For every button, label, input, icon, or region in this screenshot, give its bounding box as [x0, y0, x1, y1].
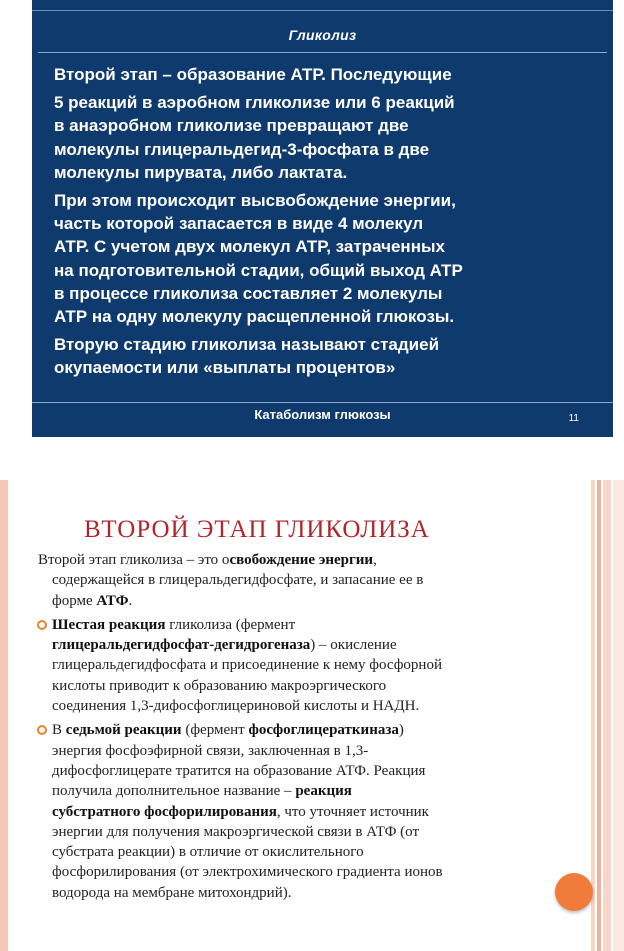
text-run: . [128, 592, 133, 609]
bold-run: АТФ [96, 592, 129, 609]
text-line: на подготовительной стадии, общий выход АТР [54, 260, 463, 280]
text-line: молекулы глицеральдегид-3-фосфата в две [54, 139, 430, 159]
slide-title: Гликолиз [288, 27, 357, 43]
text-line: АТР на одну молекулу расщепленной глюкозы. [54, 307, 455, 327]
bullet-seventh-reaction [38, 720, 578, 903]
text-line: в процессе гликолиза составляет 2 молекулы [54, 283, 443, 303]
text-line: часть которой запасается в виде 4 молекул [54, 214, 424, 234]
paragraph-4 [54, 333, 613, 379]
paragraph-3 [54, 189, 613, 328]
text-line [52, 635, 578, 655]
right-decorative-stripe [597, 480, 601, 951]
text-run: форме [52, 592, 97, 609]
right-decorative-stripe [613, 480, 624, 951]
left-decorative-bar [0, 480, 8, 951]
text-line [38, 591, 578, 611]
text-line: 5 реакций в аэробном гликолизе или 6 реакций [54, 93, 455, 113]
bold-run: Шестая реакция [52, 616, 166, 633]
text-run: Второй этап гликолиза – это о [38, 552, 230, 568]
text-line: Второй этап – образование АТР. Последующие [54, 65, 452, 84]
footer-divider [32, 402, 613, 403]
top-divider [32, 10, 613, 11]
text-line: При этом происходит высвобождение энергии, [54, 191, 456, 211]
text-run: В [52, 722, 66, 739]
text-run: ) [398, 722, 404, 739]
page-number: 11 [568, 413, 579, 424]
text-line [52, 781, 578, 801]
bold-run: свобождение энергии [229, 552, 374, 568]
text-line: окупаемости или «выплаты процентов» [54, 358, 396, 378]
text-line [52, 615, 578, 635]
text-line: энергии для получения макроэргической связи в АТФ (от [52, 823, 420, 840]
bold-run: реакция [295, 783, 352, 800]
bold-run: субстратного фосфорилирования [52, 803, 277, 820]
slide-body [38, 550, 578, 907]
slide-glycolysis-atp [32, 0, 613, 437]
text-line [38, 550, 578, 570]
bold-run: седьмой реакции [65, 722, 182, 739]
text-line: содержащейся в глицеральдегидфосфате, и запасание ее в [52, 572, 424, 589]
right-decorative-stripe [603, 480, 611, 951]
text-line: кислоты приводит к образованию макроэргического [52, 677, 387, 694]
bullet-circle-icon [37, 620, 47, 630]
text-line: соединения 1,3-дифосфоглицериновой кислоты и НАДН. [52, 698, 420, 715]
slide-footer: Катаболизм глюкозы [254, 407, 391, 422]
right-decorative-stripe [591, 480, 595, 951]
paragraph-1 [54, 63, 613, 86]
title-divider [38, 52, 607, 53]
text-run: гликолиза (фермент [165, 616, 296, 633]
decorative-orange-circle [555, 873, 593, 911]
text-run: получила дополнительное название – [52, 783, 296, 800]
text-line: водорода на мембране митохондрий). [52, 884, 292, 901]
text-line: глицеральдегидфосфата и присоединение к нему фосфорной [52, 657, 442, 674]
text-line: в анаэробном гликолизе превращают две [54, 116, 409, 136]
text-run: , что уточняет источник [276, 803, 429, 820]
bullet-sixth-reaction [38, 615, 578, 716]
slide-second-stage-glycolysis [0, 480, 624, 951]
text-run: , [373, 552, 377, 568]
paragraph-2 [54, 91, 613, 184]
text-line [52, 802, 578, 822]
text-line: Вторую стадию гликолиза называют стадией [54, 335, 440, 355]
slide-title: ВТОРОЙ ЭТАП ГЛИКОЛИЗА [84, 516, 430, 543]
bold-run: глицеральдегидфосфат-дегидрогеназа [52, 637, 311, 654]
bullet-circle-icon [37, 725, 47, 735]
text-line: АТР. С учетом двух молекул АТР, затраченных [54, 237, 445, 257]
text-line [52, 720, 578, 740]
text-line: энергия фосфоэфирной связи, заключенная в 1,3- [52, 742, 369, 759]
text-run: ) – окисление [310, 637, 397, 654]
bold-run: фосфоглицераткиназа [248, 722, 399, 739]
slide-body [54, 63, 613, 385]
text-line: дифосфоглицерате тратится на образование АТФ. Реакция [52, 762, 426, 779]
text-line: субстрата реакции) в отличие от окислительного [52, 844, 364, 861]
text-run: (фермент [181, 722, 249, 739]
intro-paragraph [38, 550, 578, 611]
text-line: фосфорилирования (от электрохимического градиента ионов [52, 864, 443, 881]
text-line: молекулы пирувата, либо лактата. [54, 162, 348, 182]
